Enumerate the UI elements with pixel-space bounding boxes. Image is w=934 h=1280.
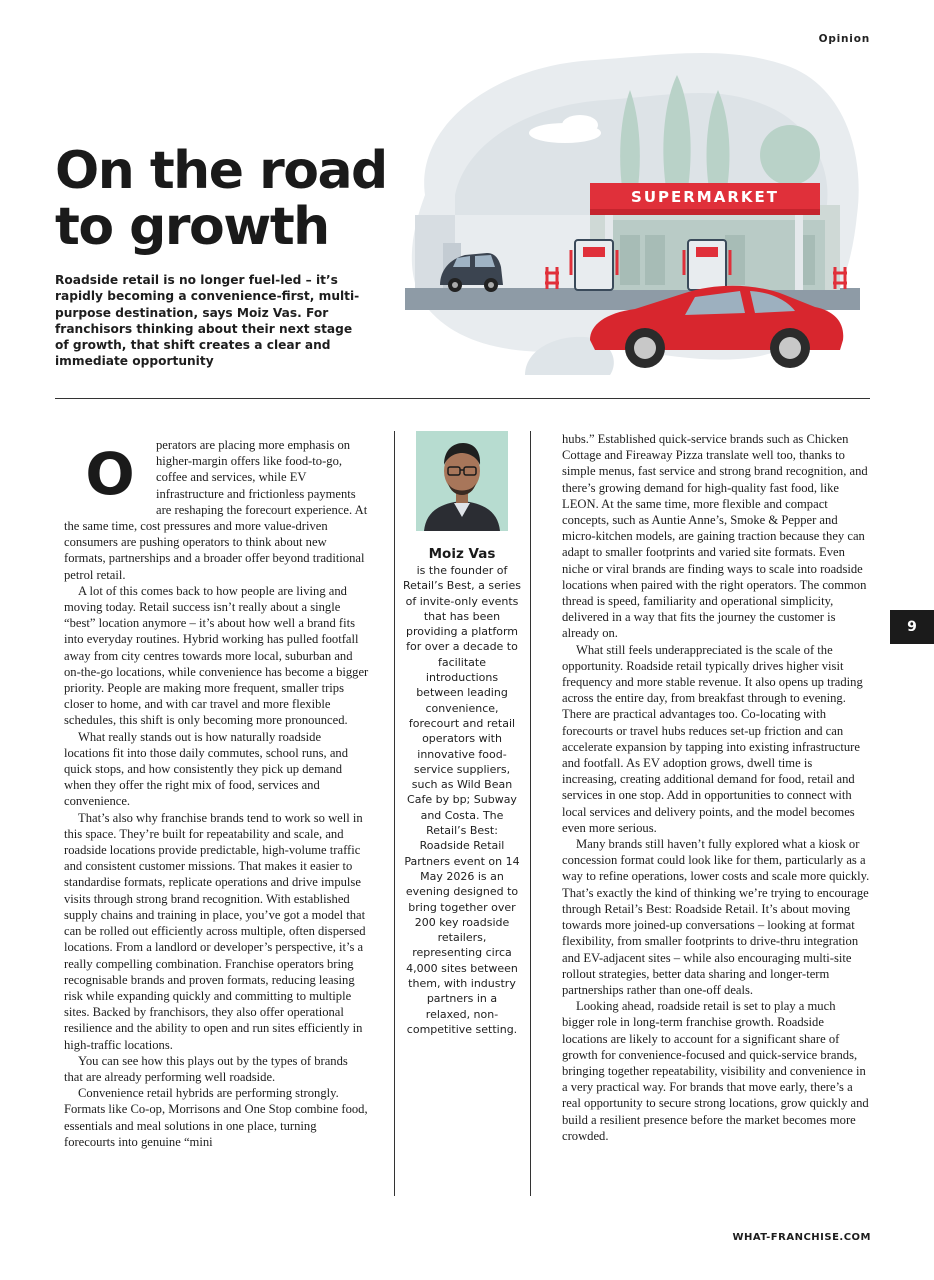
section-label: Opinion (818, 33, 870, 45)
author-name: Moiz Vas (428, 546, 496, 562)
column-divider (530, 431, 531, 1196)
paragraph: That’s also why franchise brands tend to work so well in this space. They’re built for repeatability and scale, and roadside locations provide predictable, high-volume traffic and consistent customer missions. That makes it easier to standardise formats, replicate operations and drive impulse visits through strong brand recognition. With established supply chains and training in place, you’ve got a model that can be rolled out efficiently across multiple, often dispersed locations. From a landlord or developer’s perspective, it’s a really compelling combination. Franchise operators bring recognisable brands and proven formats, reducing leasing risk while expanding quickly and committing to multiple sites. Backed by franchisors, they also offer operational resilience and the ability to open and run sites efficiently in high-traffic locations. (64, 810, 366, 1052)
fuel-pump-icon (684, 240, 730, 290)
article-column-right (562, 431, 870, 1144)
author-portrait (416, 431, 508, 531)
fuel-pump-icon (571, 240, 617, 290)
author-bio: is the founder of Retail’s Best, a series of invite-only events that has been providing a platform for over a decade to facilitate introductions between leading convenience, forecourt and retail operators with innovative food-service suppliers, such as Wild Bean Cafe by bp; Subway and Costa. The Retail’s Best: Roadside Retail Partners event on 14 May 2026 is an evening designed to bring together over 200 key roadside retailers, representing circa 4,000 sites between them, with industry partners in a relaxed, non-competitive setting. (403, 564, 521, 1036)
paragraph: hubs.” Established quick-service brands such as Chicken Cottage and Fireaway Pizza translate well too, thanks to simple menus, fast service and strong brand recognition, and there’s growing demand for high-quality fast food, like LEON. At the same time, more flexible and compact concepts, such as Auntie Anne’s, Smoke & Pepper and micro-kitchen models, are gaining traction because they can adapt to smaller footprints and varied site formats. Even niche or viral brands are finding ways to scale into roadside locations when paired with the right operators. The common thread is speed, familiarity and operational simplicity, delivered in a way that fits the journey the customer is already on. (562, 432, 868, 641)
hero-illustration (395, 45, 870, 375)
paragraph: A lot of this comes back to how people are living and moving today. Retail success isn’t really about a single “best” location anymore – it’s about how well a brand fits into everyday routines. Hybrid working has pulled footfall away from city centres towards more local, suburban and on-the-go locations, while convenience has become a bigger priority. People are making more frequent, smaller trips closer to home, and with car travel and more flexible schedules, this shift is only becoming more pronounced. (64, 583, 369, 728)
paragraph: perators are placing more emphasis on higher-margin offers like food-to-go, coffee and services, while EV infrastructure and frictionless payments are reshaping the forecourt experience. At the same time, cost pressures and more value-driven consumers are pushing operators to think about new formats, partnerships and a broader offer beyond traditional petrol retail. (64, 438, 368, 582)
article-column-left (64, 437, 369, 1150)
footer-url: WHAT-FRANCHISE.COM (732, 1232, 871, 1243)
paragraph: Many brands still haven’t fully explored what a kiosk or concession format could look like for them, particularly as a way to refine operations, lower costs and scale more quickly. That’s exactly the kind of thinking we’re trying to encourage through Retail’s Best: Roadside Retail. It’s about moving towards more joined-up conversations – looking at format flexibility, from smaller footprints to drive-thru integration and EV-adjacent sites – while also encouraging multi-site rollout strategies, better data sharing and longer-term partnerships rather than one-off deals. (562, 837, 870, 997)
page-number-tab: 9 (890, 610, 934, 644)
paragraph: You can see how this plays out by the types of brands that are already performing well roadside. (64, 1053, 348, 1084)
header-divider (55, 398, 870, 399)
paragraph: What still feels underappreciated is the scale of the opportunity. Roadside retail typically drives higher visit frequency and more stable revenue. It also opens up trading across the entire day, from breakfast through to evening. There are practical advantages too. Co-locating with forecourts or travel hubs reduces set-up friction and can accelerate expansion by tapping into existing infrastructure and footfall. As EV adoption grows, dwell time is increasing, creating additional demand for food, retail and services in one stop. Add in opportunities to connect with local services and delivery points, and the model becomes even more serious. (562, 642, 863, 835)
article-title: On the road to growth (55, 141, 387, 257)
author-sidebar (403, 431, 521, 1037)
column-divider (394, 431, 395, 1196)
paragraph: Looking ahead, roadside retail is set to play a much bigger role in long-term franchise growth. Roadside locations are likely to account for a significant share of growth for convenience-focused and quick-service brands, bringing together repeatability, visibility and convenience in a very practical way. For brands that move early, there’s a real opportunity to secure strong locations, grow quickly and build a resilient presence before the market becomes more crowded. (562, 999, 869, 1143)
drop-cap: O (85, 440, 135, 508)
article-standfirst: Roadside retail is no longer fuel-led – it’s rapidly becoming a convenience-first, multi-purpose destination, says Moiz Vas. For franchisors thinking about their next stage of growth, that shift creates a clear and immediate opportunity (55, 273, 360, 369)
paragraph: What really stands out is how naturally roadside locations fit into those daily commutes, school runs, and quick stops, and how consistently they pick up demand when they offer the right mix of food, services and convenience. (64, 729, 349, 809)
paragraph: Convenience retail hybrids are performing strongly. Formats like Co-op, Morrisons and One Stop combine food, essentials and meal solutions in one place, turning forecourts into genuine “mini (64, 1086, 368, 1149)
supermarket-sign-text: SUPERMARKET (631, 188, 779, 206)
